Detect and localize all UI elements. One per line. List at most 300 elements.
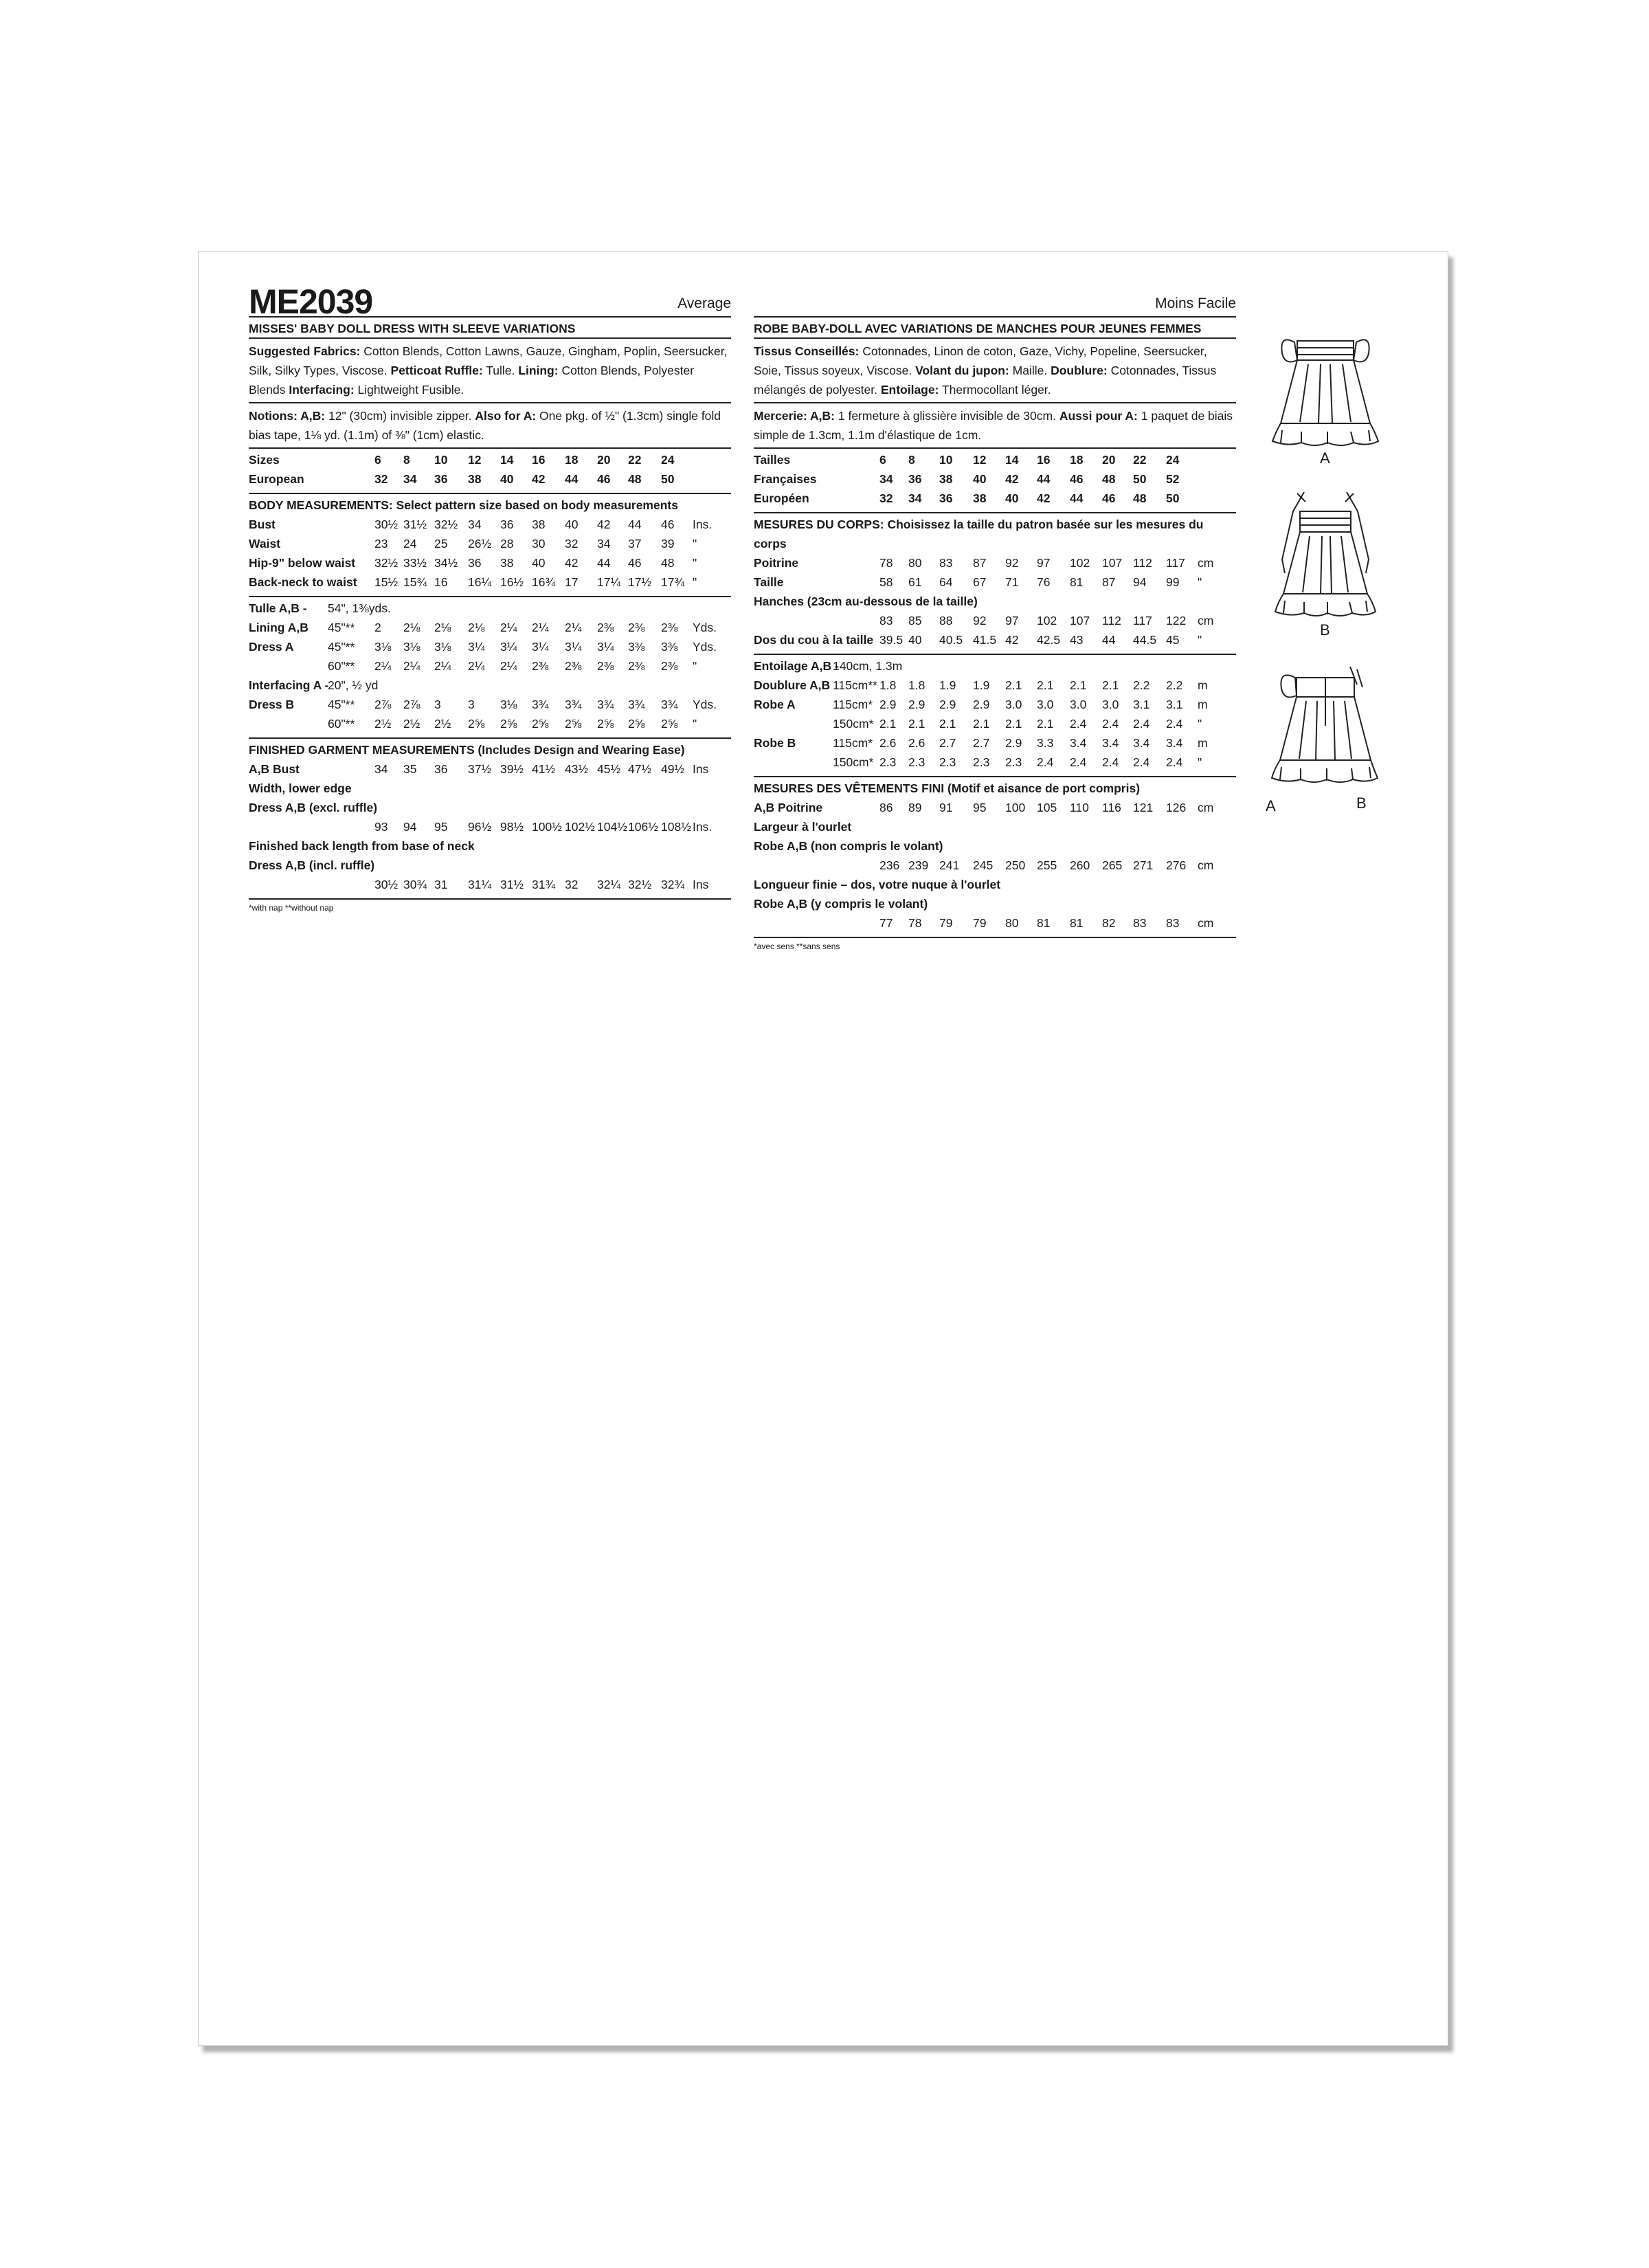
cell-value: 2¼ (565, 621, 582, 634)
cell-value: 87 (973, 556, 987, 570)
unit: " (1198, 575, 1202, 589)
cell-value: 61 (908, 575, 922, 589)
body-measurements (249, 494, 731, 597)
cell-value: 76 (1037, 575, 1051, 589)
cell-value: 81 (1037, 916, 1051, 930)
size-table (249, 449, 731, 494)
body-row (754, 553, 1236, 572)
cell-value: 42 (1037, 491, 1051, 505)
cell-value: 1.8 (908, 678, 926, 692)
unit: Ins (693, 762, 709, 776)
cell-value: 3.0 (1005, 698, 1022, 711)
size-row (754, 450, 1236, 469)
cell-value: 265 (1102, 858, 1123, 872)
french-header (754, 285, 1236, 318)
cell-value: 24 (403, 537, 417, 551)
cell-value: 42 (1005, 633, 1019, 647)
cell-value: 38 (939, 472, 953, 486)
cell-value: 41.5 (973, 633, 997, 647)
cell-value: 32 (565, 878, 579, 891)
cell-value: 102½ (565, 820, 595, 834)
unit: Ins. (693, 820, 713, 834)
garment-title: MISSES' BABY DOLL DRESS WITH SLEEVE VARIATIONS (249, 318, 731, 339)
cell-value: 20 (1102, 453, 1116, 467)
cell-value: 2.4 (1166, 717, 1183, 731)
row-label: Finished back length from base of neck (249, 839, 475, 853)
cell-value: 3¼ (565, 640, 582, 654)
fabric-width: 115cm* (833, 736, 873, 750)
cell-value: 36 (468, 556, 482, 570)
cell-value: 46 (1070, 472, 1084, 486)
cell-value: 16 (434, 575, 448, 589)
cell-value: 97 (1037, 556, 1051, 570)
row-label: Sizes (249, 453, 280, 467)
cell-value: 42 (532, 472, 546, 486)
cell-value: 92 (973, 614, 987, 627)
cell-value: 32¾ (661, 878, 685, 891)
cell-value: 34 (403, 472, 417, 486)
yardage-row (754, 656, 1236, 676)
cell-value: 58 (879, 575, 893, 589)
cell-value: 34 (374, 762, 388, 776)
cell-value: 2⅝ (532, 717, 549, 731)
cell-value: 17½ (628, 575, 652, 589)
footnote: *with nap **without nap (249, 903, 334, 913)
cell-value: 48 (661, 556, 675, 570)
cell-value: 41½ (532, 762, 556, 776)
label-text: Cotton Blends, Cotton Lawns, Gauze, Gingham, Poplin, Seersucker, Silk, Silky Types, Viscose. (249, 344, 728, 377)
cell-value: 2.2 (1133, 678, 1150, 692)
cell-value: 2⅝ (628, 717, 645, 731)
unit: cm (1198, 614, 1214, 627)
yardage-row (249, 618, 731, 637)
cell-value: 16¼ (468, 575, 492, 589)
label-bold: Volant du jupon: (915, 364, 1009, 377)
unit: " (1198, 633, 1202, 647)
cell-value: 30 (532, 537, 546, 551)
cell-value: 2¼ (500, 621, 517, 634)
notions (249, 403, 731, 449)
garment-title-fr: ROBE BABY-DOLL AVEC VARIATIONS DE MANCHES POUR JEUNES FEMMES (754, 318, 1236, 339)
difficulty-level-fr: Moins Facile (1155, 296, 1236, 311)
cell-value: 42 (1005, 472, 1019, 486)
cell-value: 100 (1005, 801, 1026, 814)
label-bold: Interfacing: (289, 383, 355, 397)
cell-value: 102 (1037, 614, 1057, 627)
cell-value: 2.3 (908, 755, 926, 769)
cell-value: 3¾ (597, 698, 614, 711)
cell-value: 46 (628, 556, 642, 570)
unit: " (693, 537, 697, 551)
cell-value: 2.6 (908, 736, 926, 750)
fabric-width: 45"** (328, 640, 355, 654)
cell-value: 2⅛ (468, 621, 485, 634)
yardage-table (249, 597, 731, 739)
cell-value: 40 (908, 633, 922, 647)
cell-value: 2⅞ (374, 698, 392, 711)
finished-row (249, 759, 731, 779)
row-label: Tailles (754, 453, 791, 467)
size-table-fr (754, 449, 1236, 513)
cell-value: 44 (1070, 491, 1084, 505)
cell-value: 37 (628, 537, 642, 551)
cell-value: 44.5 (1133, 633, 1157, 647)
cell-value: 16 (532, 453, 546, 467)
row-label: Largeur à l'ourlet (754, 820, 852, 834)
cell-value: 2.4 (1133, 717, 1150, 731)
label-bold: Mercerie: A,B: (754, 409, 835, 423)
cell-value: 24 (661, 453, 675, 467)
yardage-row (754, 695, 1236, 714)
finished-measurements-heading: FINISHED GARMENT MEASUREMENTS (Includes Design and Wearing Ease) (249, 743, 685, 757)
row-label: Dos du cou à la taille (754, 633, 874, 647)
cell-value: 40.5 (939, 633, 963, 647)
cell-value: 45½ (597, 762, 621, 776)
cell-value: 2.4 (1070, 755, 1087, 769)
cell-value: 2.1 (908, 717, 926, 731)
cell-value: 2.7 (939, 736, 956, 750)
sketch-back-view (1264, 657, 1387, 794)
cell-value: 43 (1070, 633, 1084, 647)
body-row (754, 572, 1236, 592)
cell-value: 48 (1133, 491, 1147, 505)
cell-value: 23 (374, 537, 388, 551)
cell-value: 241 (939, 858, 960, 872)
fabric-width: 45"** (328, 621, 355, 634)
body-row (754, 611, 1236, 630)
row-label: Robe A (754, 698, 796, 711)
cell-value: 6 (879, 453, 886, 467)
difficulty-level: Average (677, 296, 731, 311)
cell-value: 31¼ (468, 878, 492, 891)
cell-value: 3.0 (1037, 698, 1054, 711)
row-label: Robe B (754, 736, 796, 750)
cell-value: 2.4 (1133, 755, 1150, 769)
cell-value: 24 (1166, 453, 1180, 467)
cell-value: 3.0 (1070, 698, 1087, 711)
cell-value: 15¾ (403, 575, 427, 589)
cell-value: 50 (1133, 472, 1147, 486)
yardage-row (249, 676, 731, 695)
cell-value: 2.9 (1005, 736, 1022, 750)
cell-value: 3⅛ (500, 698, 517, 711)
cell-value: 36 (434, 472, 448, 486)
cell-value: 3.3 (1037, 736, 1054, 750)
row-label: Dress A,B (excl. ruffle) (249, 801, 378, 814)
cell-value: 31½ (500, 878, 524, 891)
sketch-view-a (1267, 320, 1384, 451)
cell-value: 3⅜ (628, 640, 645, 654)
cell-value: 28 (500, 537, 514, 551)
finished-row (249, 856, 731, 875)
yardage-row (754, 714, 1236, 733)
row-label: Back-neck to waist (249, 575, 357, 589)
cell-value: 16¾ (532, 575, 556, 589)
cell-value: 2⅛ (403, 621, 420, 634)
cell-value: 2⅝ (565, 717, 582, 731)
cell-value: 117 (1166, 556, 1185, 570)
cell-value: 83 (879, 614, 893, 627)
finished-measurements-heading-fr: MESURES DES VÊTEMENTS FINI (Motif et aisance de port compris) (754, 781, 1141, 795)
cell-value: 32 (374, 472, 388, 486)
cell-value: 102 (1070, 556, 1090, 570)
sketch-label-a: A (1320, 449, 1330, 467)
cell-value: 8 (908, 453, 915, 467)
cell-value: 14 (1005, 453, 1019, 467)
label-text: 12" (30cm) invisible zipper. (325, 409, 475, 423)
cell-value: 32½ (628, 878, 652, 891)
yardage-row (249, 714, 731, 733)
label-text: 1 fermeture à glissière invisible de 30cm. (835, 409, 1059, 423)
cell-value: 2.1 (1037, 717, 1054, 731)
cell-value: 3.4 (1070, 736, 1087, 750)
body-row (249, 553, 731, 572)
cell-value: 10 (939, 453, 953, 467)
cell-value: 2.2 (1166, 678, 1183, 692)
size-row (249, 450, 731, 469)
cell-value: 107 (1102, 556, 1123, 570)
body-row (249, 572, 731, 592)
label-text: Lightweight Fusible. (354, 383, 464, 397)
unit: cm (1198, 801, 1214, 814)
cell-value: 2⅜ (532, 659, 549, 673)
cell-value: 236 (879, 858, 900, 872)
fabric-width: 140cm, 1.3m (833, 659, 903, 673)
cell-value: 2½ (374, 717, 392, 731)
cell-value: 99 (1166, 575, 1180, 589)
label-text: Maille. (1009, 364, 1051, 377)
cell-value: 18 (565, 453, 579, 467)
yardage-row (754, 676, 1236, 695)
cell-value: 36 (500, 518, 514, 531)
cell-value: 34 (597, 537, 611, 551)
cell-value: 1.9 (939, 678, 956, 692)
cell-value: 3.1 (1166, 698, 1183, 711)
row-label: Robe A,B (y compris le volant) (754, 897, 928, 911)
cell-value: 2¼ (403, 659, 420, 673)
cell-value: 86 (879, 801, 893, 814)
cell-value: 2.1 (1005, 678, 1022, 692)
notions-fr (754, 403, 1236, 449)
cell-value: 30¾ (403, 878, 427, 891)
size-row (754, 469, 1236, 489)
cell-value: 2¼ (532, 621, 549, 634)
sketch-view-b (1267, 484, 1384, 621)
cell-value: 40 (973, 472, 987, 486)
cell-value: 32½ (374, 556, 399, 570)
cell-value: 20 (597, 453, 611, 467)
finished-row (249, 875, 731, 894)
label-bold: Suggested Fabrics: (249, 344, 361, 358)
cell-value: 48 (1102, 472, 1116, 486)
unit: " (693, 717, 697, 731)
cell-value: 44 (597, 556, 611, 570)
cell-value: 43½ (565, 762, 589, 776)
cell-value: 2⅜ (597, 621, 614, 634)
cell-value: 2⅞ (403, 698, 420, 711)
finished-row (754, 875, 1236, 894)
cell-value: 52 (1166, 472, 1180, 486)
cell-value: 2.4 (1102, 717, 1119, 731)
cell-value: 45 (1166, 633, 1180, 647)
cell-value: 245 (973, 858, 994, 872)
cell-value: 15½ (374, 575, 399, 589)
cell-value: 39 (661, 537, 675, 551)
cell-value: 2.7 (973, 736, 990, 750)
cell-value: 79 (973, 916, 987, 930)
cell-value: 3¾ (628, 698, 645, 711)
cell-value: 276 (1166, 858, 1187, 872)
cell-value: 40 (1005, 491, 1019, 505)
cell-value: 49½ (661, 762, 685, 776)
cell-value: 110 (1070, 801, 1089, 814)
yardage-table-fr (754, 655, 1236, 777)
row-label: Bust (249, 518, 276, 531)
suggested-fabrics-fr (754, 339, 1236, 403)
cell-value: 3⅜ (661, 640, 678, 654)
cell-value: 3¼ (468, 640, 485, 654)
row-label: European (249, 472, 304, 486)
label-bold: Lining: (518, 364, 559, 377)
finished-row (754, 856, 1236, 875)
cell-value: 2.6 (879, 736, 897, 750)
fabric-width: 115cm** (833, 678, 877, 692)
unit: m (1198, 698, 1208, 711)
finished-measurements-fr (754, 777, 1236, 938)
cell-value: 255 (1037, 858, 1057, 872)
cell-value: 71 (1005, 575, 1019, 589)
cell-value: 3¾ (661, 698, 678, 711)
cell-value: 42 (597, 518, 611, 531)
cell-value: 80 (1005, 916, 1019, 930)
cell-value: 3⅛ (374, 640, 392, 654)
cell-value: 16 (1037, 453, 1051, 467)
cell-value: 31¾ (532, 878, 556, 891)
cell-value: 30½ (374, 878, 399, 891)
cell-value: 105 (1037, 801, 1057, 814)
sketch-label-b: B (1320, 621, 1330, 638)
cell-value: 3⅛ (403, 640, 420, 654)
finished-row (754, 798, 1236, 817)
cell-value: 2½ (403, 717, 420, 731)
unit: " (1198, 755, 1202, 769)
cell-value: 50 (661, 472, 675, 486)
cell-value: 22 (628, 453, 642, 467)
cell-value: 2.3 (879, 755, 897, 769)
cell-value: 78 (908, 916, 922, 930)
row-label: Tulle A,B - (249, 601, 307, 615)
cell-value: 2⅛ (434, 621, 451, 634)
row-label: Entoilage A,B - (754, 659, 839, 673)
label-text: 1 paquet de biais simple de 1.3cm, 1.1m d'élastique de 1cm. (754, 409, 1233, 442)
cell-value: 2.9 (939, 698, 956, 711)
cell-value: 2½ (434, 717, 451, 731)
cell-value: 36 (939, 491, 953, 505)
cell-value: 32½ (434, 518, 458, 531)
cell-value: 3¼ (532, 640, 549, 654)
cell-value: 88 (939, 614, 953, 627)
row-label: Taille (754, 575, 784, 589)
cell-value: 83 (1133, 916, 1147, 930)
cell-value: 38 (500, 556, 514, 570)
cell-value: 2⅜ (661, 621, 678, 634)
cell-value: 121 (1133, 801, 1154, 814)
cell-value: 31 (434, 878, 448, 891)
cell-value: 17¾ (661, 575, 685, 589)
french-column (754, 285, 1236, 953)
cell-value: 2.4 (1037, 755, 1054, 769)
cell-value: 80 (908, 556, 922, 570)
cell-value: 10 (434, 453, 448, 467)
cell-value: 3.4 (1133, 736, 1150, 750)
cell-value: 48 (628, 472, 642, 486)
row-label: Doublure A,B (754, 678, 831, 692)
cell-value: 2.4 (1166, 755, 1183, 769)
cell-value: 6 (374, 453, 381, 467)
label-text: One pkg. of ½" (1.3cm) single fold bias tape, 1⅛ yd. (1.1m) of ⅜" (1cm) elastic. (249, 409, 721, 442)
cell-value: 2⅝ (597, 717, 614, 731)
label-bold: Aussi pour A: (1059, 409, 1138, 423)
cell-value: 17 (565, 575, 579, 589)
row-label: A,B Poitrine (754, 801, 823, 814)
cell-value: 3⅛ (434, 640, 451, 654)
finished-row (249, 836, 731, 856)
cell-value: 106½ (628, 820, 658, 834)
cell-value: 32 (879, 491, 893, 505)
label-bold: Also for A: (475, 409, 537, 423)
cell-value: 2.9 (973, 698, 990, 711)
fabric-width: 60"** (328, 717, 355, 731)
cell-value: 39.5 (879, 633, 904, 647)
fabric-width: 45"** (328, 698, 355, 711)
cell-value: 1.9 (973, 678, 990, 692)
fabric-width: 150cm* (833, 717, 874, 731)
finished-row (249, 779, 731, 798)
cell-value: 3.4 (1102, 736, 1119, 750)
cell-value: 25 (434, 537, 448, 551)
row-label: Poitrine (754, 556, 799, 570)
row-label: Lining A,B (249, 621, 309, 634)
cell-value: 78 (879, 556, 893, 570)
cell-value: 34 (468, 518, 482, 531)
finished-row (249, 798, 731, 817)
cell-value: 14 (500, 453, 514, 467)
label-text: Cotonnades, Tissus mélangés de polyester. (754, 364, 1217, 397)
cell-value: 2.1 (1037, 678, 1054, 692)
cell-value: 36 (434, 762, 448, 776)
label-text: Cotton Blends, Polyester Blends (249, 364, 695, 397)
unit: " (693, 659, 697, 673)
label-text: Tulle. (482, 364, 519, 377)
cell-value: 34½ (434, 556, 458, 570)
cell-value: 2.1 (973, 717, 990, 731)
cell-value: 83 (1166, 916, 1180, 930)
unit: Ins (693, 878, 709, 891)
cell-value: 35 (403, 762, 417, 776)
cell-value: 271 (1133, 858, 1154, 872)
cell-value: 2 (374, 621, 381, 634)
size-row (754, 489, 1236, 508)
cell-value: 2.1 (1070, 678, 1087, 692)
cell-value: 3.4 (1166, 736, 1183, 750)
row-label: Hip-9" below waist (249, 556, 356, 570)
cell-value: 112 (1133, 556, 1152, 570)
cell-value: 108½ (661, 820, 691, 834)
cell-value: 2⅜ (628, 659, 645, 673)
cell-value: 2.3 (973, 755, 990, 769)
cell-value: 94 (1133, 575, 1147, 589)
label-text: Thermocollant léger. (939, 383, 1051, 397)
